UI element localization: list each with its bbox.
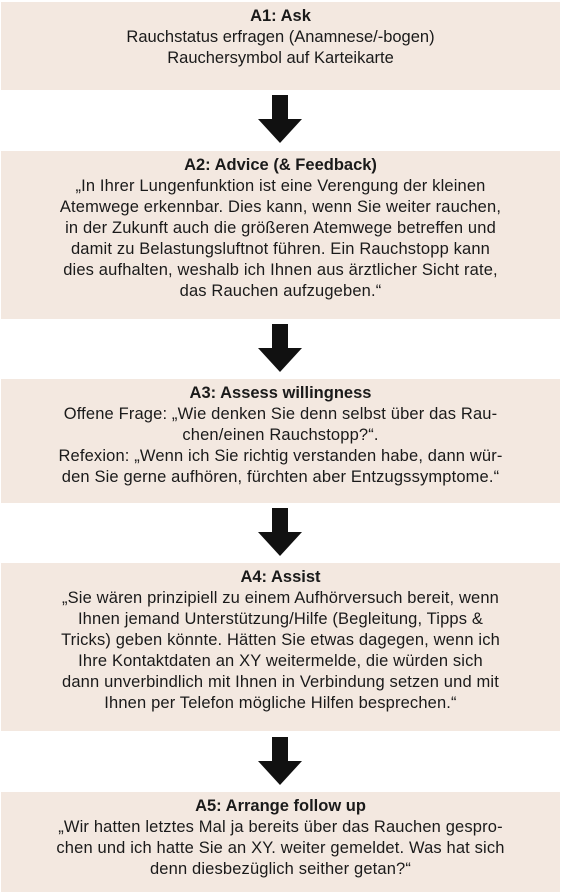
step-box-a5 (1, 792, 560, 892)
step-box-a3 (1, 379, 560, 503)
step-line: Offene Frage: „Wie denken Sie denn selbst über das Rau- (63, 405, 498, 423)
step-line: Ihnen per Telefon mögliche Hilfen besprechen.“ (104, 694, 457, 712)
step-title-a4: A4: Assist (240, 568, 321, 586)
arrow-down-icon (257, 733, 303, 789)
arrow-down-icon (257, 504, 303, 560)
step-line: Rauchersymbol auf Karteikarte (167, 49, 394, 67)
step-box-a2 (1, 151, 560, 319)
step-line: in der Zukunft auch die größeren Atemwege betreffen und (65, 219, 496, 237)
step-line: dies aufhalten, weshalb ich Ihnen aus ärztlicher Sicht rate, (63, 261, 498, 279)
step-line: das Rauchen aufzugeben.“ (179, 282, 382, 300)
step-line: Atemwege erkennbar. Dies kann, wenn Sie weiter rauchen, (59, 198, 502, 216)
step-title-a1: A1: Ask (250, 7, 311, 25)
step-line: denn diesbezüglich seither getan?“ (149, 860, 412, 878)
step-line: chen und ich hatte Sie an XY. weiter gemeldet. Was hat sich (56, 839, 505, 857)
step-line: Ihre Kontaktdaten an XY weitermelde, die würden sich (78, 652, 483, 670)
step-line: Ihnen jemand Unterstützung/Hilfe (Begleitung, Tipps & (77, 610, 484, 628)
step-line: „Wir hatten letztes Mal ja bereits über das Rauchen gespro- (58, 818, 503, 836)
step-line: „In Ihrer Lungenfunktion ist eine Verengung der kleinen (75, 177, 486, 195)
step-line: damit zu Belastungsluftnot führen. Ein Rauchstopp kann (70, 240, 491, 258)
arrow-down-icon (257, 91, 303, 147)
step-line: Refexion: „Wenn ich Sie richtig verstanden habe, dann wür- (58, 447, 503, 465)
step-line: den Sie gerne aufhören, fürchten aber Entzugssymptome.“ (61, 468, 500, 486)
step-line: „Sie wären prinzipiell zu einem Aufhörversuch bereit, wenn (62, 589, 499, 607)
step-line: chen/einen Rauchstopp?“. (182, 426, 379, 444)
step-title-a3: A3: Assess willingness (189, 384, 372, 402)
step-line: Rauchstatus erfragen (Anamnese/-bogen) (126, 28, 435, 46)
step-box-a1 (1, 2, 560, 90)
step-line: Tricks) geben könnte. Hätten Sie etwas dagegen, wenn ich (61, 631, 500, 649)
step-box-a4 (1, 563, 560, 731)
step-line: dann unverbindlich mit Ihnen in Verbindung setzen und mit (62, 673, 499, 691)
arrow-down-icon (257, 320, 303, 376)
step-title-a2: A2: Advice (& Feedback) (184, 156, 377, 174)
step-title-a5: A5: Arrange follow up (195, 797, 366, 815)
